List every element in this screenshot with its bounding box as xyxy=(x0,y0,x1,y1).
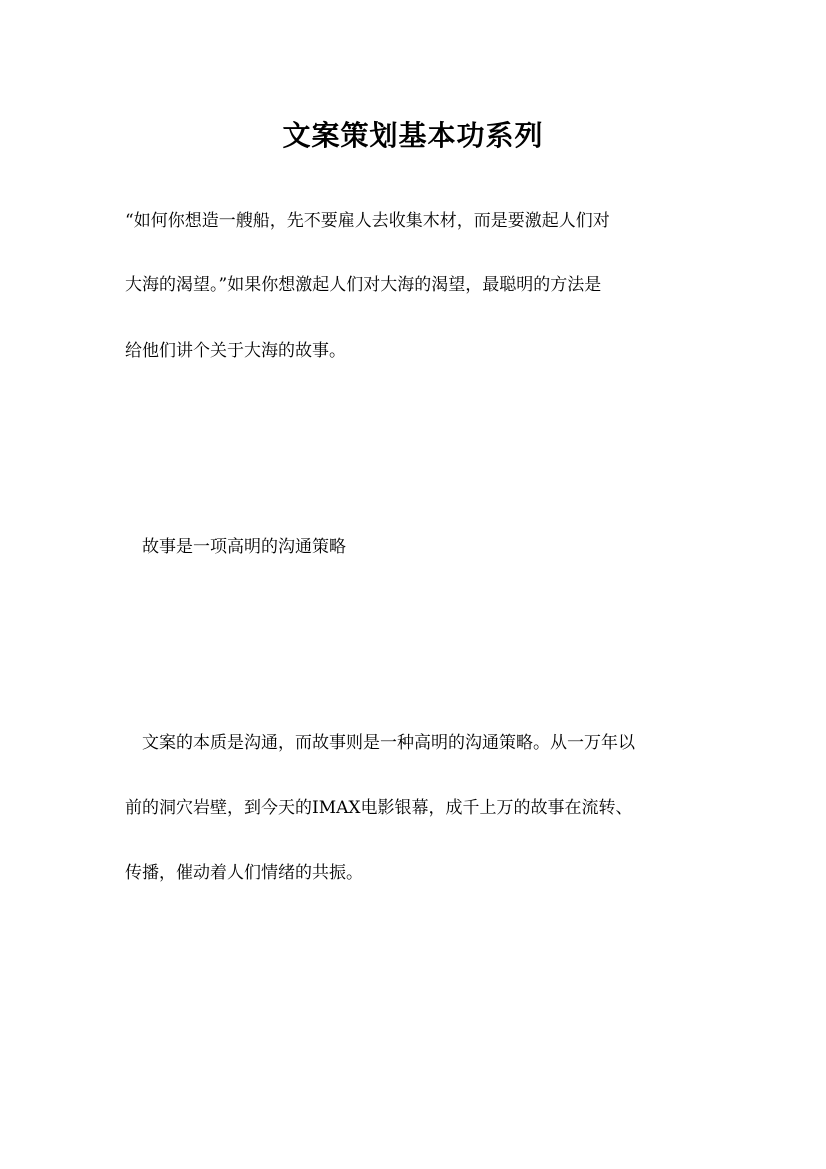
paragraph-1-line-1: “如何你想造一艘船，先不要雇人去收集木材，而是要激起人们对 xyxy=(125,211,610,231)
document-title: 文案策划基本功系列 xyxy=(282,119,544,152)
section-heading-text: 故事是一项高明的沟通策略 xyxy=(142,537,346,557)
paragraph-1-line-2: 大海的渴望。”如果你想激起人们对大海的渴望，最聪明的方法是 xyxy=(125,275,602,295)
paragraph-2-line-1 xyxy=(125,731,710,755)
section-heading xyxy=(125,535,710,559)
paragraph-2-line-3: 传播，催动着人们情绪的共振。 xyxy=(125,863,363,883)
paragraph-2-line-2: 前的洞穴岩壁，到今天的IMAX电影银幕，成千上万的故事在流转、 xyxy=(125,798,633,818)
paragraph-1-line-3: 给他们讲个关于大海的故事。 xyxy=(125,341,346,361)
paragraph-2-line-1-text: 文案的本质是沟通，而故事则是一种高明的沟通策略。从一万年以 xyxy=(142,733,635,753)
